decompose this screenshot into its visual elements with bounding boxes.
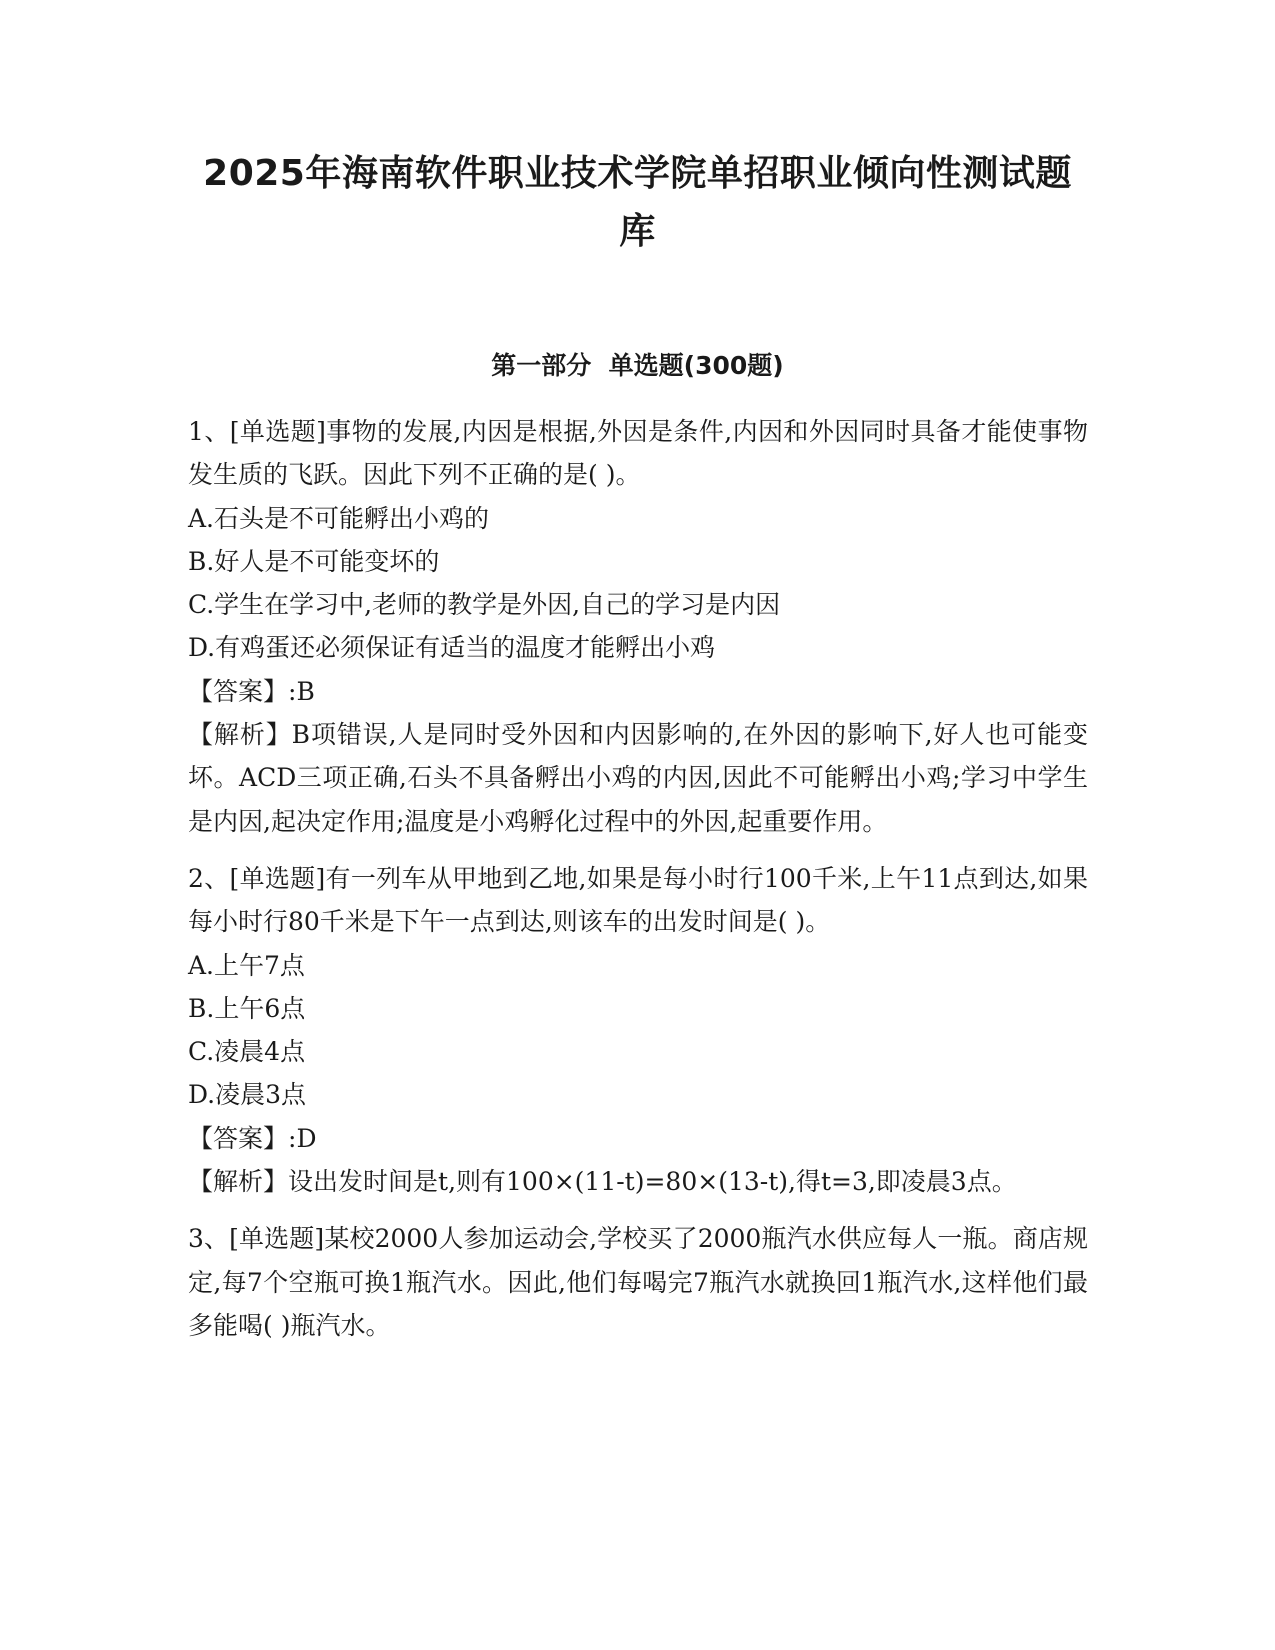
question-1 [188, 410, 1088, 843]
document-title-line-1: 2025年海南软件职业技术学院单招职业倾向性测试题 [203, 153, 1072, 194]
question-stem: 2、[单选题]有一列车从甲地到乙地,如果是每小时行100千米,上午11点到达,如果每小时行80千米是下午一点到达,则该车的出发时间是( )。 [188, 863, 1088, 937]
analysis-text: 设出发时间是t,则有100×(11-t)=80×(13-t),得t=3,即凌晨3点。 [288, 1167, 1017, 1197]
analysis-label: 【解析】 [188, 1167, 289, 1197]
analysis-label: 【解析】 [188, 720, 292, 750]
answer-label: 【答案】 [188, 676, 289, 706]
answer-row [188, 1117, 1088, 1160]
answer-label: 【答案】 [188, 1123, 289, 1153]
question-2 [188, 857, 1088, 1203]
document-title [150, 145, 1125, 261]
option-c: C.凌晨4点 [188, 1037, 306, 1067]
answer-row [188, 670, 1088, 713]
option-d: D.凌晨3点 [188, 1080, 307, 1110]
analysis-row [188, 713, 1088, 843]
answer-value: :D [288, 1123, 317, 1153]
analysis-text: B项错误,人是同时受外因和内因影响的,在外因的影响下,好人也可能变坏。ACD三项正确,石头不具备孵出小鸡的内因,因此不可能孵出小鸡;学习中学生是内因,起决定作用;温度是小鸡孵化过程中的外因,起重要作用。 [188, 720, 1088, 836]
answer-value: :B [288, 676, 315, 706]
question-3 [188, 1217, 1088, 1347]
option-d: D.有鸡蛋还必须保证有适当的温度才能孵出小鸡 [188, 633, 716, 663]
option-a: A.石头是不可能孵出小鸡的 [188, 503, 490, 533]
section-heading: 第一部分 单选题(300题) [491, 351, 784, 380]
option-b: B.上午6点 [188, 993, 306, 1023]
question-stem: 1、[单选题]事物的发展,内因是根据,外因是条件,内因和外因同时具备才能使事物发生质的飞跃。因此下列不正确的是( )。 [188, 417, 1088, 490]
question-list [188, 410, 1088, 1361]
option-c: C.学生在学习中,老师的教学是外因,自己的学习是内因 [188, 590, 781, 620]
document-title-line-2: 库 [619, 211, 656, 252]
option-a: A.上午7点 [188, 950, 305, 980]
question-stem: 3、[单选题]某校2000人参加运动会,学校买了2000瓶汽水供应每人一瓶。商店规定,每7个空瓶可换1瓶汽水。因此,他们每喝完7瓶汽水就换回1瓶汽水,这样他们最多能喝( )瓶汽水。 [188, 1224, 1088, 1340]
analysis-row [188, 1160, 1088, 1203]
option-b: B.好人是不可能变坏的 [188, 546, 440, 576]
